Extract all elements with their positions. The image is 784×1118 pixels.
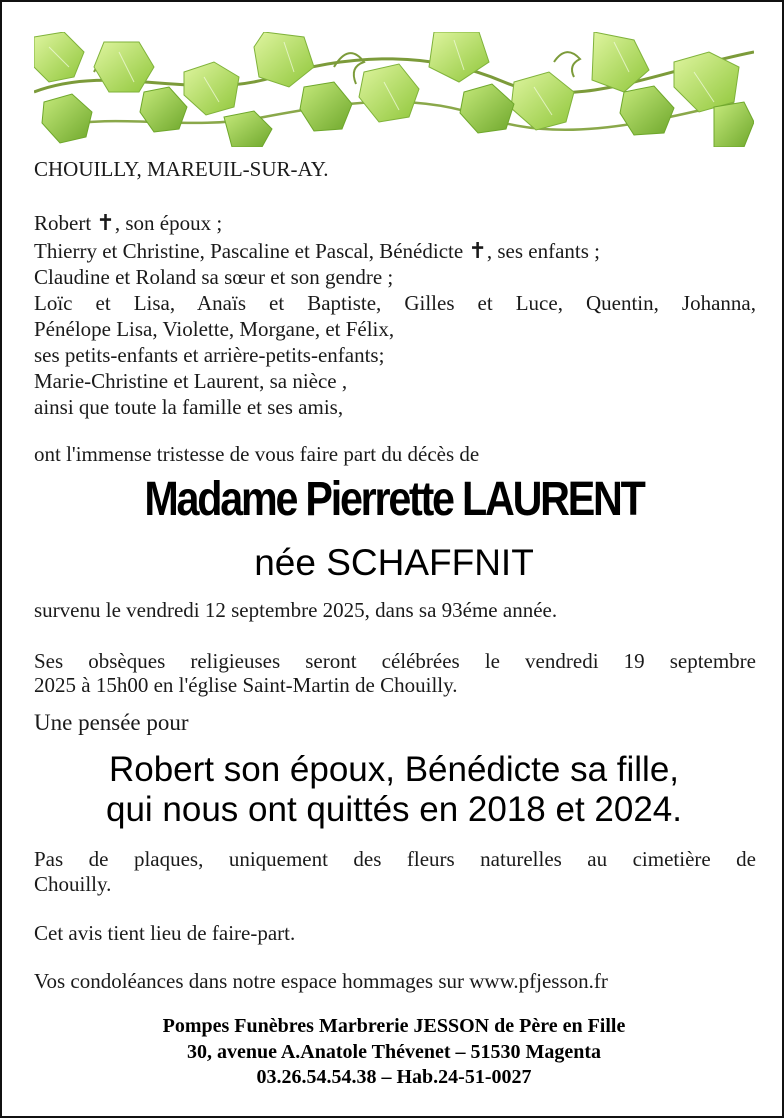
announcement-line: ont l'immense tristesse de vous faire part du décès de	[34, 442, 480, 466]
family-line-1	[34, 210, 756, 237]
death-info-line: survenu le vendredi 12 septembre 2025, dans sa 93éme année.	[34, 598, 558, 622]
family-line-2-start: Thierry et Christine, Pascaline et Pascal, Bénédicte	[34, 239, 469, 263]
funeral-line-1: Ses obsèques religieuses seront célébrées le vendredi 19 septembre	[34, 649, 756, 673]
cross-icon: ✝	[96, 211, 115, 236]
family-line-5: Pénélope Lisa, Violette, Morgane, et Félix,	[34, 317, 395, 341]
funeral-line-2: 2025 à 15h00 en l'église Saint-Martin de Chouilly.	[34, 673, 458, 697]
family-line-8: ainsi que toute la famille et ses amis,	[34, 395, 344, 419]
family-line-7: Marie-Christine et Laurent, sa nièce ,	[34, 369, 348, 393]
footer-phone: 03.26.54.54.38 – Hab.24-51-0027	[256, 1066, 532, 1088]
family-line-6: ses petits-enfants et arrière-petits-enfants;	[34, 343, 385, 367]
condolences-line: Vos condoléances dans notre espace hommages sur www.pfjesson.fr	[34, 969, 608, 993]
family-line-2-end: , ses enfants ;	[486, 239, 601, 263]
maiden-name: née SCHAFFNIT	[254, 542, 534, 583]
family-line-1-start: Robert	[34, 211, 97, 235]
memory-line-1: Robert son époux, Bénédicte sa fille,	[108, 750, 680, 789]
memory-line-2: qui nous ont quittés en 2018 et 2024.	[105, 790, 682, 829]
flowers-line-1: Pas de plaques, uniquement des fleurs naturelles au cimetière de	[34, 847, 756, 871]
family-line-1-end: , son époux ;	[114, 211, 223, 235]
vine-leaves-banner	[34, 32, 754, 147]
family-line-4: Loïc et Lisa, Anaïs et Baptiste, Gilles et Luce, Quentin, Johanna,	[34, 291, 756, 315]
footer-company: Pompes Funèbres Marbrerie JESSON de Père en Fille	[162, 1015, 626, 1037]
vine-leaves-image	[34, 32, 754, 147]
faire-part-line: Cet avis tient lieu de faire-part.	[34, 921, 296, 945]
family-line-2	[34, 238, 756, 265]
flowers-line-2: Chouilly.	[34, 872, 112, 896]
thought-intro: Une pensée pour	[34, 710, 189, 735]
place-line: CHOUILLY, MAREUIL-SUR-AY.	[34, 157, 329, 181]
cross-icon: ✝	[468, 239, 487, 264]
deceased-name: Madame Pierrette LAURENT	[144, 473, 644, 526]
footer-address: 30, avenue A.Anatole Thévenet – 51530 Magenta	[186, 1041, 602, 1063]
family-line-3: Claudine et Roland sa sœur et son gendre ;	[34, 265, 394, 289]
